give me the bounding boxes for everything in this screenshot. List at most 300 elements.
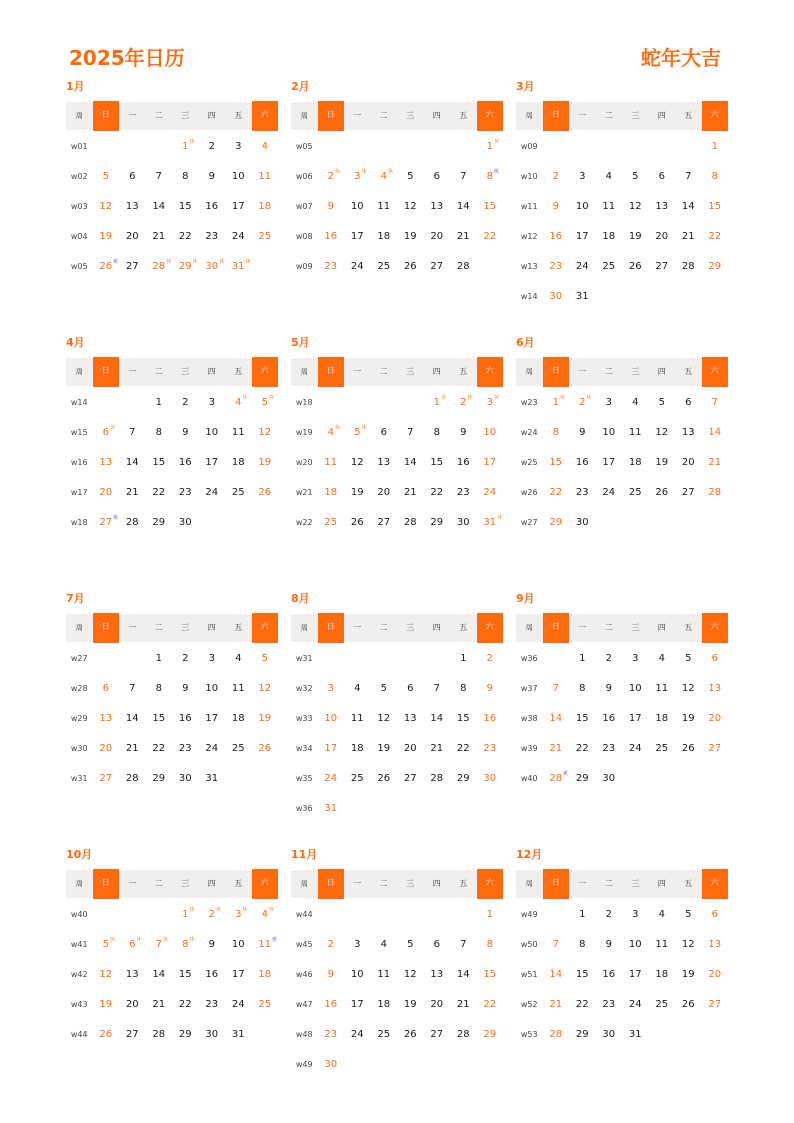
day-cell: 5 休 xyxy=(354,425,367,438)
day-cell: 3 xyxy=(632,909,639,920)
day-cell: 14 xyxy=(549,969,563,980)
day-cell: 14 xyxy=(430,713,444,724)
day-cell: 24 xyxy=(231,999,245,1010)
week-number: w12 xyxy=(520,232,538,241)
day-cell: 30 xyxy=(178,773,192,784)
week-number: w33 xyxy=(295,714,313,723)
month-title: 10月 xyxy=(66,848,93,861)
day-cell: 28 xyxy=(152,1029,166,1040)
day-cell: 22 xyxy=(152,743,166,754)
day-cell: 9 xyxy=(327,969,334,980)
day-cell: 29 xyxy=(152,773,166,784)
day-cell: 6 休 xyxy=(102,425,115,438)
day-cell: 9 xyxy=(208,171,215,182)
empty-day-cell xyxy=(450,794,477,824)
holiday-rest-tag: 休 xyxy=(268,907,274,913)
day-cell: 10 xyxy=(628,939,642,950)
day-cell: 12 xyxy=(99,201,113,212)
day-cell: 8 xyxy=(579,939,586,950)
day-cell: 24 xyxy=(324,773,338,784)
day-cell: 17 xyxy=(350,231,364,242)
weekday-label: 五 xyxy=(684,367,693,376)
week-number: w32 xyxy=(295,684,313,693)
empty-day-cell xyxy=(675,132,702,162)
day-cell: 25 xyxy=(324,517,338,528)
week-row xyxy=(516,448,728,478)
weekday-label: 二 xyxy=(604,623,613,632)
month-title: 12月 xyxy=(516,848,543,861)
weekday-label: 一 xyxy=(128,367,137,376)
empty-day-cell xyxy=(119,900,146,930)
week-row xyxy=(516,162,728,192)
day-cell: 29 xyxy=(575,1029,589,1040)
day-cell: 5 xyxy=(380,683,387,694)
week-number: w44 xyxy=(70,1030,88,1039)
day-cell: 14 xyxy=(125,457,139,468)
empty-day-cell xyxy=(622,132,649,162)
empty-day-cell xyxy=(371,900,398,930)
day-cell: 6 休 xyxy=(129,937,142,950)
empty-day-cell xyxy=(397,794,424,824)
week-number: w27 xyxy=(70,654,88,663)
day-cell: 26 xyxy=(681,743,695,754)
day-cell: 11 xyxy=(324,457,338,468)
week-number: w40 xyxy=(70,910,88,919)
weekday-label: 五 xyxy=(684,111,693,120)
day-cell: 29 xyxy=(152,517,166,528)
week-row xyxy=(291,704,503,734)
day-cell: 23 xyxy=(456,487,470,498)
day-cell: 1 xyxy=(579,653,586,664)
day-cell: 10 xyxy=(602,427,616,438)
empty-day-cell xyxy=(397,388,424,418)
day-cell: 22 xyxy=(708,231,722,242)
day-cell: 16 xyxy=(575,457,589,468)
day-cell: 4 休 xyxy=(327,425,340,438)
day-cell: 4 xyxy=(380,939,387,950)
empty-day-cell xyxy=(344,644,371,674)
day-cell: 10 xyxy=(231,171,245,182)
week-number: w31 xyxy=(70,774,88,783)
day-cell: 21 xyxy=(430,743,444,754)
weekday-label: 三 xyxy=(631,879,640,888)
day-cell: 14 xyxy=(549,713,563,724)
weekday-label: 二 xyxy=(154,623,163,632)
day-cell: 10 xyxy=(350,969,364,980)
week-row xyxy=(291,162,503,192)
week-row xyxy=(66,192,278,222)
empty-day-cell xyxy=(93,132,120,162)
day-cell: 14 xyxy=(152,201,166,212)
holiday-rest-tag: 休 xyxy=(242,395,248,401)
empty-day-cell xyxy=(93,644,120,674)
weekday-label: 三 xyxy=(406,111,415,120)
day-cell: 21 xyxy=(549,999,563,1010)
week-number: w49 xyxy=(520,910,538,919)
empty-day-cell xyxy=(371,794,398,824)
day-cell: 17 xyxy=(602,457,616,468)
week-column-header: 周 xyxy=(75,112,83,120)
day-cell: 26 xyxy=(403,1029,417,1040)
day-cell: 11 xyxy=(602,201,616,212)
day-cell: 6 xyxy=(102,683,109,694)
day-cell: 16 xyxy=(602,969,616,980)
month-title: 11月 xyxy=(291,848,318,861)
day-cell: 22 xyxy=(178,231,192,242)
day-cell: 8 休 xyxy=(182,937,195,950)
empty-day-cell xyxy=(371,388,398,418)
week-row xyxy=(516,900,728,930)
empty-day-cell xyxy=(675,1020,702,1050)
weekday-label: 二 xyxy=(604,879,613,888)
week-row xyxy=(66,764,278,794)
empty-day-cell xyxy=(649,508,676,538)
day-cell: 25 xyxy=(231,487,245,498)
empty-day-cell xyxy=(344,1050,371,1080)
month-block xyxy=(291,846,503,1080)
weekday-label: 六 xyxy=(702,869,729,899)
day-cell: 13 xyxy=(125,201,139,212)
month-block xyxy=(516,78,728,312)
day-cell: 24 xyxy=(205,487,219,498)
day-cell: 11 班 xyxy=(258,937,278,950)
day-cell: 17 xyxy=(205,457,219,468)
empty-day-cell xyxy=(344,900,371,930)
day-cell: 31 休 xyxy=(483,515,503,528)
week-number: w48 xyxy=(295,1030,313,1039)
workday-tag: 班 xyxy=(493,169,499,175)
month-block xyxy=(66,590,278,794)
day-cell: 4 休 xyxy=(380,169,393,182)
day-cell: 13 xyxy=(430,201,444,212)
day-cell: 28 xyxy=(403,517,417,528)
empty-day-cell xyxy=(318,132,345,162)
empty-day-cell xyxy=(675,764,702,794)
month-title: 3月 xyxy=(516,80,535,93)
day-cell: 31 xyxy=(205,773,219,784)
day-cell: 30 xyxy=(602,773,616,784)
weekday-label: 三 xyxy=(631,367,640,376)
weekday-label: 五 xyxy=(459,111,468,120)
day-cell: 15 xyxy=(178,969,192,980)
week-column-header: 周 xyxy=(75,880,83,888)
day-cell: 5 xyxy=(685,653,692,664)
day-cell: 2 休 xyxy=(208,907,221,920)
day-cell: 15 xyxy=(152,457,166,468)
day-cell: 19 xyxy=(350,487,364,498)
day-cell: 28 休 xyxy=(152,259,172,272)
day-cell: 3 xyxy=(632,653,639,664)
day-cell: 29 休 xyxy=(178,259,198,272)
day-cell: 18 xyxy=(377,231,391,242)
day-cell: 1 xyxy=(155,397,162,408)
day-cell: 21 xyxy=(456,231,470,242)
day-cell: 12 xyxy=(403,201,417,212)
day-cell: 19 xyxy=(628,231,642,242)
day-cell: 5 xyxy=(685,909,692,920)
empty-day-cell xyxy=(344,794,371,824)
weekday-label: 三 xyxy=(181,623,190,632)
day-cell: 15 xyxy=(549,457,563,468)
day-cell: 10 xyxy=(575,201,589,212)
holiday-rest-tag: 休 xyxy=(109,425,115,431)
day-cell: 16 xyxy=(205,969,219,980)
day-cell: 4 休 xyxy=(235,395,248,408)
day-cell: 16 xyxy=(483,713,497,724)
day-cell: 3 xyxy=(327,683,334,694)
day-cell: 2 休 xyxy=(460,395,473,408)
week-row xyxy=(66,990,278,1020)
week-row xyxy=(291,794,503,824)
day-cell: 28 xyxy=(456,261,470,272)
day-cell: 15 xyxy=(178,201,192,212)
week-row xyxy=(516,674,728,704)
weekday-label: 五 xyxy=(234,623,243,632)
workday-tag: 班 xyxy=(113,515,119,521)
day-cell: 26 xyxy=(258,743,272,754)
week-number: w17 xyxy=(70,488,88,497)
week-row xyxy=(516,990,728,1020)
day-cell: 10 xyxy=(205,427,219,438)
day-cell: 8 xyxy=(460,683,467,694)
day-cell: 3 xyxy=(235,141,242,152)
week-number: w38 xyxy=(520,714,538,723)
day-cell: 2 休 xyxy=(579,395,592,408)
day-cell: 11 xyxy=(350,713,364,724)
day-cell: 24 xyxy=(350,1029,364,1040)
day-cell: 24 xyxy=(602,487,616,498)
empty-day-cell xyxy=(424,132,451,162)
day-cell: 4 休 xyxy=(261,907,274,920)
day-cell: 7 xyxy=(552,939,559,950)
day-cell: 18 xyxy=(258,969,272,980)
day-cell: 30 xyxy=(178,517,192,528)
day-cell: 13 xyxy=(403,713,417,724)
day-cell: 19 xyxy=(403,999,417,1010)
day-cell: 3 休 xyxy=(486,395,499,408)
day-cell: 15 xyxy=(575,969,589,980)
day-cell: 5 xyxy=(407,171,414,182)
empty-day-cell xyxy=(424,794,451,824)
day-cell: 8 xyxy=(486,939,493,950)
week-row xyxy=(66,162,278,192)
empty-day-cell xyxy=(702,282,729,312)
day-cell: 20 xyxy=(655,231,669,242)
week-number: w43 xyxy=(70,1000,88,1009)
week-number: w14 xyxy=(70,398,88,407)
weekday-label: 四 xyxy=(657,879,666,888)
week-number: w03 xyxy=(70,202,88,211)
day-cell: 28 xyxy=(549,1029,563,1040)
weekday-label: 四 xyxy=(432,879,441,888)
day-cell: 4 xyxy=(261,141,268,152)
empty-day-cell xyxy=(702,1020,729,1050)
week-number: w16 xyxy=(70,458,88,467)
holiday-rest-tag: 休 xyxy=(268,395,274,401)
weekday-label: 二 xyxy=(379,623,388,632)
holiday-rest-tag: 休 xyxy=(334,169,340,175)
day-cell: 18 xyxy=(350,743,364,754)
weekday-label: 一 xyxy=(128,111,137,120)
day-cell: 28 xyxy=(456,1029,470,1040)
week-number: w49 xyxy=(295,1060,313,1069)
week-row xyxy=(291,930,503,960)
weekday-label: 六 xyxy=(252,357,279,387)
day-cell: 23 xyxy=(178,487,192,498)
day-cell: 14 xyxy=(152,969,166,980)
week-row xyxy=(516,508,728,538)
day-cell: 25 xyxy=(628,487,642,498)
day-cell: 13 xyxy=(681,427,695,438)
day-cell: 22 xyxy=(152,487,166,498)
empty-day-cell xyxy=(622,764,649,794)
day-cell: 30 休 xyxy=(205,259,225,272)
day-cell: 5 xyxy=(102,171,109,182)
weekday-header xyxy=(291,358,503,386)
day-cell: 23 xyxy=(575,487,589,498)
holiday-rest-tag: 休 xyxy=(109,937,115,943)
month-title: 1月 xyxy=(66,80,85,93)
weekday-label: 二 xyxy=(154,879,163,888)
empty-day-cell xyxy=(397,1050,424,1080)
weekday-label: 四 xyxy=(432,367,441,376)
day-cell: 2 xyxy=(182,653,189,664)
month-block xyxy=(291,590,503,824)
week-row xyxy=(291,192,503,222)
week-number: w07 xyxy=(295,202,313,211)
day-cell: 22 xyxy=(483,999,497,1010)
day-cell: 11 xyxy=(231,683,245,694)
week-row xyxy=(516,930,728,960)
empty-day-cell xyxy=(569,132,596,162)
day-cell: 27 xyxy=(430,261,444,272)
empty-day-cell xyxy=(225,764,252,794)
day-cell: 17 xyxy=(231,201,245,212)
holiday-rest-tag: 休 xyxy=(189,937,195,943)
week-number: w52 xyxy=(520,1000,538,1009)
day-cell: 11 xyxy=(655,683,669,694)
week-number: w46 xyxy=(295,970,313,979)
week-number: w11 xyxy=(520,202,538,211)
week-number: w14 xyxy=(520,292,538,301)
empty-day-cell xyxy=(146,132,173,162)
day-cell: 16 xyxy=(549,231,563,242)
week-row xyxy=(291,764,503,794)
week-row xyxy=(516,282,728,312)
day-cell: 27 xyxy=(655,261,669,272)
day-cell: 1 xyxy=(460,653,467,664)
weekday-label: 三 xyxy=(406,879,415,888)
day-cell: 7 xyxy=(685,171,692,182)
week-number: w18 xyxy=(70,518,88,527)
day-cell: 5 xyxy=(658,397,665,408)
weekday-label: 日 xyxy=(543,613,570,643)
empty-day-cell xyxy=(649,764,676,794)
day-cell: 18 xyxy=(655,969,669,980)
week-row xyxy=(516,704,728,734)
week-row xyxy=(516,478,728,508)
day-cell: 8 班 xyxy=(486,169,499,182)
empty-day-cell xyxy=(397,644,424,674)
day-cell: 22 xyxy=(178,999,192,1010)
weekday-label: 日 xyxy=(318,357,345,387)
day-cell: 15 xyxy=(483,969,497,980)
week-number: w37 xyxy=(520,684,538,693)
weekday-label: 一 xyxy=(353,879,362,888)
day-cell: 16 xyxy=(456,457,470,468)
week-column-header: 周 xyxy=(300,624,308,632)
day-cell: 4 xyxy=(658,909,665,920)
day-cell: 30 xyxy=(549,291,563,302)
day-cell: 14 xyxy=(403,457,417,468)
weekday-label: 六 xyxy=(252,101,279,131)
day-cell: 29 xyxy=(708,261,722,272)
week-row xyxy=(291,418,503,448)
day-cell: 1 休 xyxy=(182,139,195,152)
day-cell: 9 xyxy=(605,683,612,694)
day-cell: 10 xyxy=(205,683,219,694)
day-cell: 17 xyxy=(628,713,642,724)
day-cell: 21 xyxy=(125,487,139,498)
day-cell: 1 xyxy=(486,909,493,920)
week-row xyxy=(291,960,503,990)
empty-day-cell xyxy=(252,508,279,538)
day-cell: 15 xyxy=(456,713,470,724)
day-cell: 9 xyxy=(486,683,493,694)
week-row xyxy=(291,222,503,252)
holiday-rest-tag: 休 xyxy=(387,169,393,175)
week-number: w13 xyxy=(520,262,538,271)
empty-day-cell xyxy=(450,132,477,162)
day-cell: 9 xyxy=(460,427,467,438)
week-number: w22 xyxy=(295,518,313,527)
day-cell: 19 xyxy=(99,231,113,242)
day-cell: 26 班 xyxy=(99,259,119,272)
day-cell: 13 xyxy=(430,969,444,980)
day-cell: 13 xyxy=(708,939,722,950)
month-block xyxy=(66,334,278,538)
day-cell: 24 xyxy=(628,743,642,754)
day-cell: 9 xyxy=(579,427,586,438)
week-row xyxy=(291,1050,503,1080)
empty-day-cell xyxy=(702,508,729,538)
day-cell: 19 xyxy=(403,231,417,242)
weekday-label: 日 xyxy=(543,869,570,899)
day-cell: 5 休 xyxy=(261,395,274,408)
weekday-label: 五 xyxy=(459,367,468,376)
holiday-rest-tag: 休 xyxy=(493,139,499,145)
week-row xyxy=(291,448,503,478)
week-number: w20 xyxy=(295,458,313,467)
day-cell: 29 xyxy=(549,517,563,528)
weekday-header xyxy=(291,870,503,898)
weekday-label: 二 xyxy=(379,111,388,120)
weekday-header xyxy=(291,614,503,642)
empty-day-cell xyxy=(371,644,398,674)
day-cell: 27 xyxy=(708,999,722,1010)
day-cell: 25 xyxy=(377,261,391,272)
day-cell: 8 xyxy=(182,171,189,182)
week-number: w09 xyxy=(295,262,313,271)
week-row xyxy=(516,960,728,990)
day-cell: 8 xyxy=(552,427,559,438)
day-cell: 18 xyxy=(231,713,245,724)
day-cell: 25 xyxy=(377,1029,391,1040)
weekday-label: 四 xyxy=(207,367,216,376)
empty-day-cell xyxy=(146,900,173,930)
weekday-header xyxy=(66,102,278,130)
holiday-rest-tag: 休 xyxy=(192,259,198,265)
